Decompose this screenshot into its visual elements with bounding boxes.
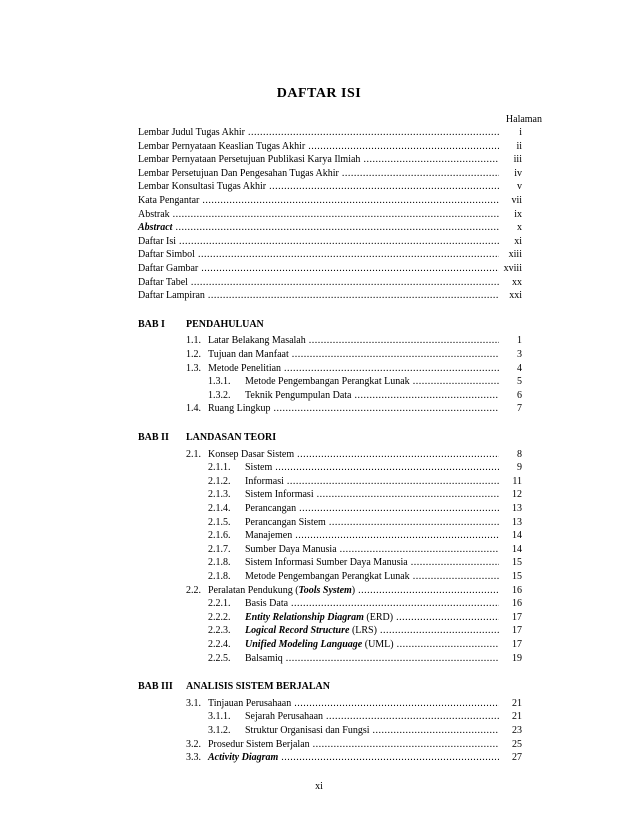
toc-item-page: 17	[512, 639, 522, 650]
toc-row	[186, 738, 522, 751]
toc-dot-leader	[275, 461, 499, 474]
toc-item-page: 9	[517, 462, 522, 474]
toc-item-number: 2.2.1.	[208, 598, 231, 610]
toc-dot-leader	[413, 375, 499, 388]
toc-item-page: xx	[512, 276, 522, 288]
toc-item-page: 7	[517, 403, 522, 415]
toc-item-label-text: Kata Pengantar	[138, 195, 200, 206]
toc-item-label-text: Tinjauan Perusahaan	[208, 697, 292, 709]
toc-item-number: 3.2.	[186, 738, 201, 750]
chapter-title: PENDAHULUAN	[186, 318, 264, 330]
toc-row	[208, 638, 522, 651]
toc-dot-leader	[380, 624, 499, 637]
toc-item-page: iv	[514, 167, 522, 179]
toc-dot-leader	[313, 738, 499, 751]
toc-item-page: 21	[512, 711, 522, 723]
toc-item-page: iii	[513, 154, 522, 166]
page-title: DAFTAR ISI	[276, 86, 362, 101]
toc-item-label	[208, 738, 310, 751]
toc-item-label-text: Struktur Organisasi dan Fungsi	[245, 725, 370, 736]
toc-item-label	[138, 126, 245, 139]
toc-item-number: 2.1.7.	[208, 543, 231, 555]
toc-item-label-text: Tujuan dan Manfaat	[208, 349, 289, 360]
toc-item-label-text: Prosedur Sistem Berjalan	[208, 738, 310, 750]
toc-dot-leader	[191, 276, 499, 289]
toc-item-number: 1.4.	[186, 403, 201, 415]
chapter-heading	[138, 681, 330, 692]
toc-item-number: 1.3.	[186, 362, 201, 374]
toc-dot-leader	[286, 652, 499, 665]
toc-item-label	[138, 208, 170, 221]
toc-item-number: 3.1.2.	[208, 725, 231, 736]
toc-item-number: 2.1.8.	[208, 571, 231, 582]
toc-item-label	[245, 638, 394, 651]
toc-item-label-emphasis: Unified Modeling Language	[245, 639, 363, 650]
toc-item-label-suffix: (ERD)	[363, 611, 394, 623]
toc-item-page: 8	[517, 448, 522, 460]
toc-item-label-text: Lembar Konsultasi Tugas Akhir	[138, 181, 267, 193]
toc-row	[208, 475, 522, 488]
toc-row	[208, 597, 522, 610]
toc-item-number: 2.2.	[186, 584, 201, 596]
toc-item-label-text: Konsep Dasar Sistem	[208, 448, 295, 460]
toc-dot-leader	[201, 262, 499, 275]
toc-row	[138, 208, 522, 221]
toc-dot-leader	[295, 529, 499, 542]
chapter-number: BAB III	[138, 681, 173, 693]
toc-item-page: 1	[517, 335, 522, 347]
toc-dot-leader	[284, 362, 499, 375]
toc-item-label-text: Daftar Isi	[138, 235, 177, 247]
toc-dot-leader	[411, 556, 499, 569]
toc-item-label	[138, 235, 176, 248]
toc-row	[138, 221, 522, 234]
toc-row	[138, 235, 522, 248]
toc-item-label	[208, 334, 306, 347]
toc-item-label-text: Latar Belakang Masalah	[208, 335, 306, 347]
toc-row	[186, 697, 522, 710]
toc-item-label	[138, 153, 360, 166]
toc-item-label	[245, 475, 284, 488]
toc-item-page: 21	[512, 697, 522, 709]
toc-item-page: 12	[512, 489, 522, 501]
toc-dot-leader	[179, 235, 499, 248]
chapter-heading	[138, 319, 264, 330]
toc-row	[208, 516, 522, 529]
toc-item-label	[245, 502, 296, 515]
toc-item-number: 1.3.1.	[208, 376, 231, 388]
toc-item-label-text: Abstract	[138, 222, 173, 234]
toc-row	[208, 389, 522, 402]
toc-item-label-text: Metode Pengembangan Perangkat Lunak	[245, 571, 410, 582]
toc-item-label-emphasis: Logical Record Structure	[245, 625, 350, 637]
toc-item-label	[208, 402, 271, 415]
toc-item-label	[138, 167, 339, 180]
toc-item-page: vii	[511, 195, 522, 206]
toc-item-page: 17	[512, 611, 522, 623]
toc-item-label-text: Daftar Tabel	[138, 276, 188, 288]
toc-item-label	[245, 389, 352, 402]
toc-row	[138, 167, 522, 180]
toc-item-label	[245, 556, 408, 569]
toc-item-page: 13	[512, 503, 522, 514]
toc-item-label	[245, 624, 377, 637]
toc-item-number: 3.3.	[186, 752, 201, 764]
toc-row	[186, 751, 522, 764]
toc-item-label-text: Lembar Persetujuan Dan Pengesahan Tugas Akhir	[138, 167, 339, 179]
toc-item-label-text: Sumber Daya Manusia	[245, 543, 337, 555]
toc-item-page: 5	[517, 376, 522, 388]
chapter-heading	[138, 432, 276, 443]
toc-item-page: 13	[512, 516, 522, 528]
toc-row	[208, 724, 522, 737]
toc-item-label-suffix: (UML)	[362, 639, 394, 650]
toc-item-page: 19	[512, 652, 522, 664]
chapter-number: BAB II	[138, 432, 169, 443]
toc-row	[138, 140, 522, 153]
toc-row	[186, 448, 522, 461]
toc-row	[138, 248, 522, 261]
chapter-title: LANDASAN TEORI	[186, 432, 277, 443]
toc-item-label-text: Lembar Pernyataan Persetujuan Publikasi Karya Ilmiah	[138, 154, 361, 166]
toc-dot-leader	[292, 348, 499, 361]
toc-item-number: 2.1.2.	[208, 475, 231, 487]
toc-item-label-emphasis: Activity Diagram	[208, 752, 279, 764]
toc-item-page: v	[517, 181, 522, 193]
toc-item-number: 2.1.4.	[208, 503, 231, 514]
toc-dot-leader	[373, 724, 499, 737]
toc-item-page: 14	[512, 543, 522, 555]
toc-item-page: ix	[514, 208, 522, 220]
toc-item-label-emphasis: Tools System	[298, 584, 352, 596]
toc-item-label	[245, 724, 370, 737]
toc-item-page: 11	[512, 475, 522, 487]
toc-item-label	[245, 543, 337, 556]
halaman-label: Halaman	[505, 114, 542, 125]
toc-row	[186, 334, 522, 347]
toc-item-number: 2.2.4.	[208, 639, 231, 650]
toc-item-number: 1.1.	[186, 335, 201, 347]
toc-item-label	[245, 611, 393, 624]
chapter-title: ANALISIS SISTEM BERJALAN	[186, 681, 330, 693]
toc-item-page: xxi	[509, 290, 522, 302]
toc-row	[208, 375, 522, 388]
toc-row	[186, 402, 522, 415]
toc-dot-leader	[413, 570, 499, 583]
toc-item-label	[138, 194, 199, 207]
toc-item-label	[138, 180, 266, 193]
toc-item-page: xiii	[508, 249, 522, 261]
toc-item-page: 16	[512, 584, 522, 596]
toc-item-number: 2.1.6.	[208, 530, 231, 542]
toc-item-label	[208, 448, 294, 461]
toc-item-label-text: Manajemen	[245, 530, 293, 542]
toc-row	[208, 556, 522, 569]
toc-dot-leader	[355, 389, 500, 402]
toc-item-label-text: Balsamiq	[245, 652, 283, 664]
toc-item-page: 14	[512, 530, 522, 542]
toc-item-label	[208, 348, 289, 361]
toc-item-label-text: Lembar Judul Tugas Akhir	[138, 127, 245, 138]
toc-dot-leader	[198, 248, 499, 261]
toc-item-number: 1.3.2.	[208, 389, 231, 401]
toc-item-number: 3.1.	[186, 697, 201, 709]
toc-item-label-text: Perancangan	[245, 503, 297, 514]
toc-item-label	[245, 375, 410, 388]
toc-dot-leader	[287, 475, 499, 488]
toc-item-page: 27	[512, 752, 522, 764]
toc-item-number: 2.1.8.	[208, 557, 231, 569]
toc-row	[138, 276, 522, 289]
toc-dot-leader	[317, 488, 499, 501]
toc-item-label-text: Metode Pengembangan Perangkat Lunak	[245, 376, 410, 388]
toc-item-label	[208, 362, 281, 375]
toc-row	[208, 529, 522, 542]
toc-row	[208, 543, 522, 556]
toc-row	[208, 570, 522, 583]
toc-dot-leader	[281, 751, 499, 764]
toc-row	[208, 710, 522, 723]
toc-row	[186, 584, 522, 597]
toc-item-label-text: Metode Penelitian	[208, 362, 282, 374]
toc-item-label	[138, 140, 305, 153]
toc-item-label-emphasis: Entity Relationship Diagram	[245, 611, 364, 623]
toc-item-label-text: Daftar Gambar	[138, 263, 199, 274]
toc-item-label-text: Perancangan Sistem	[245, 516, 326, 528]
toc-dot-leader	[291, 597, 499, 610]
page-number-footer: xi	[315, 781, 323, 792]
toc-dot-leader	[294, 697, 499, 710]
toc-item-label-suffix: (LRS)	[349, 625, 377, 637]
toc-item-label-text: Sistem	[245, 462, 273, 474]
toc-item-label	[138, 248, 195, 261]
toc-item-label-text: Basis Data	[245, 598, 289, 610]
toc-dot-leader	[396, 611, 499, 624]
toc-dot-leader	[248, 126, 499, 139]
toc-dot-leader	[269, 180, 499, 193]
toc-item-label	[245, 710, 323, 723]
toc-item-page: 17	[512, 625, 522, 637]
toc-dot-leader	[342, 167, 499, 180]
toc-row	[138, 153, 522, 166]
toc-item-number: 1.2.	[186, 349, 201, 360]
toc-dot-leader	[363, 153, 499, 166]
toc-item-label	[245, 652, 283, 665]
toc-item-label-text: Peralatan Pendukung (	[208, 584, 299, 596]
toc-dot-leader	[202, 194, 499, 207]
toc-dot-leader	[326, 710, 499, 723]
toc-item-label	[138, 262, 198, 275]
toc-dot-leader	[208, 289, 499, 302]
toc-item-page: ii	[516, 140, 522, 152]
toc-row	[208, 502, 522, 515]
toc-item-number: 2.1.3.	[208, 489, 231, 501]
toc-item-page: 25	[512, 738, 522, 750]
toc-dot-leader	[297, 448, 499, 461]
toc-item-number: 2.2.5.	[208, 652, 231, 664]
toc-item-label-suffix: )	[351, 584, 356, 596]
toc-item-label	[245, 488, 314, 501]
toc-row	[138, 289, 522, 302]
toc-item-label	[208, 584, 355, 597]
toc-item-page: 3	[517, 349, 522, 360]
toc-item-label	[245, 529, 292, 542]
toc-item-number: 2.1.5.	[208, 516, 231, 528]
toc-item-number: 3.1.1.	[208, 711, 231, 723]
toc-dot-leader	[308, 140, 499, 153]
toc-item-label-text: Ruang Lingkup	[208, 403, 271, 415]
chapter-number: BAB I	[138, 318, 165, 330]
toc-item-label-text: Sistem Informasi Sumber Daya Manusia	[245, 557, 408, 569]
toc-item-label	[138, 276, 188, 289]
toc-row	[138, 262, 522, 275]
toc-dot-leader	[397, 638, 499, 651]
toc-item-label	[138, 289, 205, 302]
toc-item-label-text: Abstrak	[138, 208, 170, 220]
toc-dot-leader	[299, 502, 499, 515]
toc-item-label-text: Daftar Simbol	[138, 249, 195, 261]
toc-item-label	[208, 697, 291, 710]
toc-dot-leader	[274, 402, 500, 415]
toc-item-label-text: Sistem Informasi	[245, 489, 314, 501]
toc-item-number: 2.2.2.	[208, 611, 231, 623]
toc-dot-leader	[309, 334, 499, 347]
toc-item-page: xi	[514, 235, 522, 247]
toc-row	[138, 194, 522, 207]
toc-item-label-text: Teknik Pengumpulan Data	[245, 389, 352, 401]
toc-item-label-text: Daftar Lampiran	[138, 290, 205, 302]
toc-item-label	[245, 570, 410, 583]
toc-item-page: 6	[517, 389, 522, 401]
toc-row	[186, 348, 522, 361]
toc-row	[208, 624, 522, 637]
toc-row	[208, 611, 522, 624]
toc-dot-leader	[329, 516, 499, 529]
toc-dot-leader	[173, 208, 499, 221]
toc-item-page: 15	[512, 557, 522, 569]
toc-row	[138, 180, 522, 193]
toc-item-label	[245, 597, 288, 610]
toc-item-label	[245, 516, 326, 529]
toc-item-page: 4	[517, 362, 522, 374]
toc-row	[138, 126, 522, 139]
toc-item-page: i	[519, 127, 522, 138]
toc-item-label	[208, 751, 278, 764]
toc-dot-leader	[340, 543, 499, 556]
toc-dot-leader	[175, 221, 499, 234]
toc-item-label-text: Sejarah Perusahaan	[245, 711, 324, 723]
toc-dot-leader	[358, 584, 499, 597]
toc-item-number: 2.2.3.	[208, 625, 231, 637]
toc-item-number: 2.1.	[186, 448, 201, 460]
toc-item-number: 2.1.1.	[208, 462, 231, 474]
toc-item-label	[245, 461, 272, 474]
toc-row	[186, 362, 522, 375]
toc-item-page: 23	[512, 725, 522, 736]
toc-row	[208, 461, 522, 474]
toc-item-page: xviii	[503, 263, 522, 274]
toc-item-page: 16	[512, 598, 522, 610]
toc-item-label-text: Informasi	[245, 475, 284, 487]
toc-item-label-text: Lembar Pernyataan Keaslian Tugas Akhir	[138, 140, 306, 152]
toc-item-label	[138, 221, 172, 234]
toc-row	[208, 652, 522, 665]
toc-item-page: 15	[512, 571, 522, 582]
toc-item-page: x	[517, 222, 522, 234]
toc-row	[208, 488, 522, 501]
